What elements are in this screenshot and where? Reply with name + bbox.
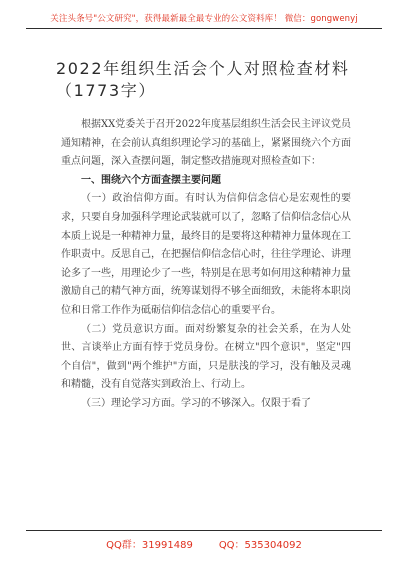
document-body [61,116,351,414]
footer-divider [26,530,382,531]
footer-qq-group: QQ群：31991489 [106,540,193,551]
header-banner: 关注头条号"公文研究"，获得最新最全最专业的公文资料库！ 微信：gongwenyj [50,14,358,24]
paragraph-party-awareness: （二）党员意识方面。面对纷繁复杂的社会关系，在为人处世、言谈举止方面有悖于党员身份。在树立"四个意识"，坚定"四个自信"，做到"两个维护"方面，只是肤浅的学习，没有触及灵魂和精髓，没有自觉落实到政治上、行动上。 [61,323,351,391]
document-title: 2022年组织生活会个人对照检查材料（1773字） [56,59,350,100]
section-heading: 一、围绕六个方面查摆主要问题 [81,174,221,186]
footer-contact [0,536,408,551]
footer-qq: QQ：535304092 [218,540,302,551]
intro-paragraph: 根据XX党委关于召开2022年度基层组织生活会民主评议党员通知精神，在会前认真组织理论学习的基础上，紧紧围绕六个方面重点问题，深入查摆问题，制定整改措施现对照检查如下： [61,119,351,168]
paragraph-theory-study: （三）理论学习方面。学习的不够深入。仅限于看了 [81,397,311,409]
header-divider [26,28,382,29]
paragraph-political-belief: （一）政治信仰方面。有时认为信仰信念信心是宏观性的要求，只要自身加强科学理论武装就可以了，忽略了信仰信念信心从本质上说是一种精神力量，最终目的是要将这种精神力量体现在工作职责中。反思自己，在把握信仰信念信心时，往往学理论、讲理论多了一些，用理论少了一些，特别是在思考如何用这种精神力量激励自己的精气神方面，统筹谋划得不够全面细致，未能将本职岗位和日常工作作为砥砺信仰信念信心的重要平台。 [61,193,351,316]
